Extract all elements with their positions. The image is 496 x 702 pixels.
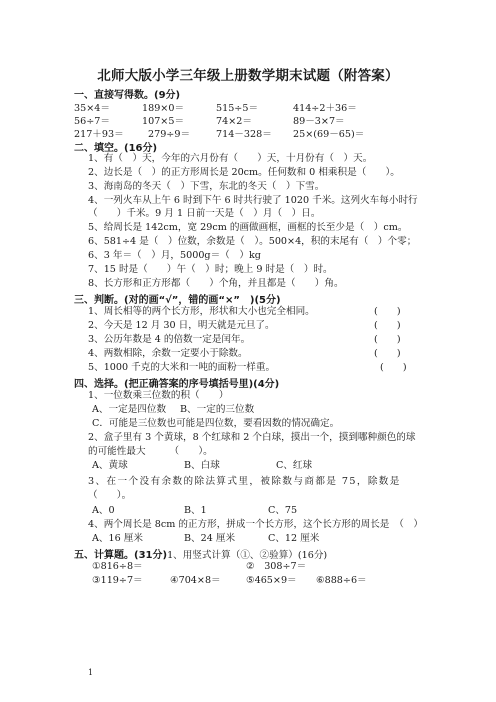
choice-option-a: A、16 厘米 bbox=[92, 533, 143, 544]
choice-option-a: A、0 bbox=[92, 505, 115, 516]
problem-cell: 107×5＝ bbox=[142, 116, 185, 127]
fill-blank-line: 2、边长是（ ）的正方形周长是 20cm。任何数和 0 相乘积是（ ）。 bbox=[88, 167, 400, 178]
calc-problem: ④704×8＝ bbox=[170, 575, 221, 586]
problem-cell: 515÷5＝ bbox=[216, 103, 259, 114]
choice-option-c: C、红球 bbox=[276, 460, 313, 471]
choice-option-c: C．可能是三位数也可能是四位数，要看因数的情况确定。 bbox=[92, 418, 340, 429]
section-3-heading: 三、判断。(对的画“√”，错的画“×” )(5分) bbox=[74, 295, 281, 306]
calc-problem: ①816÷8＝ bbox=[92, 561, 143, 572]
choice-question-stem: 1、一位数乘三位数的积（ ） bbox=[88, 390, 229, 401]
section-2-heading: 二、填空。(16分) bbox=[74, 143, 158, 154]
fill-blank-line: 6、3 年＝（ ）月，5000g＝（ ）kg bbox=[88, 250, 261, 261]
judge-answer-slot: ( ) bbox=[374, 334, 401, 345]
choice-option-c: C、12 厘米 bbox=[268, 533, 320, 544]
fill-blank-line: 3、海南岛的冬天（ ）下雪，东北的冬天（ ）下雪。 bbox=[88, 181, 325, 192]
judge-item: 4、两数相除，余数一定要小于除数。 bbox=[88, 348, 248, 359]
fill-blank-line: 1、有（ ）天，今年的六月份有（ ）天，十月份有（ ）天。 bbox=[88, 153, 373, 164]
judge-answer-slot: ( ) bbox=[380, 362, 407, 373]
problem-cell: 35×4＝ bbox=[74, 103, 110, 114]
fill-blank-line: （ ）千米。9 月 1 日前一天是（ ）月（ ）日。 bbox=[88, 208, 321, 219]
section-4-heading: 四、选择。(把正确答案的序号填括号里)(4分) bbox=[74, 379, 280, 390]
judge-answer-slot: ( ) bbox=[374, 320, 401, 331]
judge-answer-slot: ( ) bbox=[374, 306, 401, 317]
choice-question-stem: 3、在一个没有余数的除法算式里，被除数与商都是 75，除数是 bbox=[88, 476, 401, 487]
problem-cell: 74×2＝ bbox=[216, 116, 252, 127]
calc-problem: ③119÷7＝ bbox=[92, 575, 143, 586]
choice-option-b: B、1 bbox=[184, 505, 207, 516]
judge-item: 3、公历年数是 4 的倍数一定是闰年。 bbox=[88, 334, 251, 345]
choice-option-b: B、一定的三位数 bbox=[180, 404, 255, 415]
judge-answer-slot: ( ) bbox=[374, 348, 401, 359]
problem-cell: 56÷7＝ bbox=[74, 116, 110, 127]
judge-item: 2、今天是 12 月 30 日，明天就是元旦了。 bbox=[88, 320, 275, 331]
page-number: 1 bbox=[88, 668, 94, 677]
problem-cell: 279÷9＝ bbox=[148, 129, 191, 140]
choice-option-c: C、75 bbox=[268, 505, 298, 516]
problem-cell: 189×0＝ bbox=[142, 103, 185, 114]
fill-blank-line: 6、581÷4 是（ ）位数，余数是（ ）。500×4，积的末尾有（ ）个零； bbox=[88, 236, 417, 247]
section-1-heading: 一、直接写得数。(9分) bbox=[74, 90, 181, 101]
calc-problem: ⑥888÷6＝ bbox=[316, 575, 367, 586]
choice-question-stem: 4、两个周长是 8cm 的正方形，拼成一个长方形，这个长方形的周长是 （ ） bbox=[88, 519, 423, 530]
page-title: 北师大版小学三年级上册数学期末试题（附答案） bbox=[97, 68, 399, 84]
section-5-heading bbox=[74, 546, 327, 561]
problem-cell: 714－328＝ bbox=[216, 129, 272, 140]
choice-question-stem-cont: （ ）。 bbox=[88, 490, 132, 501]
calc-problem: ⑤465×9＝ bbox=[246, 575, 297, 586]
choice-question-stem: 2、盒子里有 3 个黄球，8 个红球和 2 个白球，摸出一个，摸到哪种颜色的球 bbox=[88, 432, 416, 443]
fill-blank-line: 5、给周长是 142cm，宽 29cm 的画做画框，画框的长至少是（ ）cm。 bbox=[88, 222, 408, 233]
problem-cell: 414÷2＋36＝ bbox=[293, 103, 357, 114]
calc-problem: ② 308÷7＝ bbox=[246, 561, 307, 572]
problem-cell: 217＋93＝ bbox=[74, 129, 124, 140]
choice-option-b: B、24 厘米 bbox=[184, 533, 236, 544]
fill-blank-line: 7、15 时是（ ）午（ ）时；晚上 9 时是（ ）时。 bbox=[88, 264, 333, 275]
choice-question-stem-cont: 的可能性最大 （ ）。 bbox=[88, 446, 213, 457]
problem-cell: 89－3×7＝ bbox=[293, 116, 345, 127]
fill-blank-line: 8、长方形和正方形都（ ）个角，并且都是（ ）角。 bbox=[88, 278, 344, 289]
choice-option-b: B、白球 bbox=[184, 460, 220, 471]
choice-option-a: A、一定是四位数 bbox=[92, 404, 167, 415]
judge-item: 5、1000 千克的大米和一吨的面粉一样重。 bbox=[88, 362, 276, 373]
problem-cell: 25×(69－65)＝ bbox=[293, 129, 365, 140]
section-5-subheading: 1、用竖式计算（①、②验算）(16分) bbox=[167, 550, 328, 561]
judge-item: 1、周长相等的两个长方形，形状和大小也完全相同。 bbox=[88, 306, 315, 317]
section-5-title: 五、计算题。(31分) bbox=[74, 550, 168, 561]
fill-blank-line: 4、一列火车从上午 6 时到下午 6 时共行驶了 1020 千米。这列火车每小时行 bbox=[88, 195, 418, 206]
choice-option-a: A、黄球 bbox=[92, 460, 128, 471]
